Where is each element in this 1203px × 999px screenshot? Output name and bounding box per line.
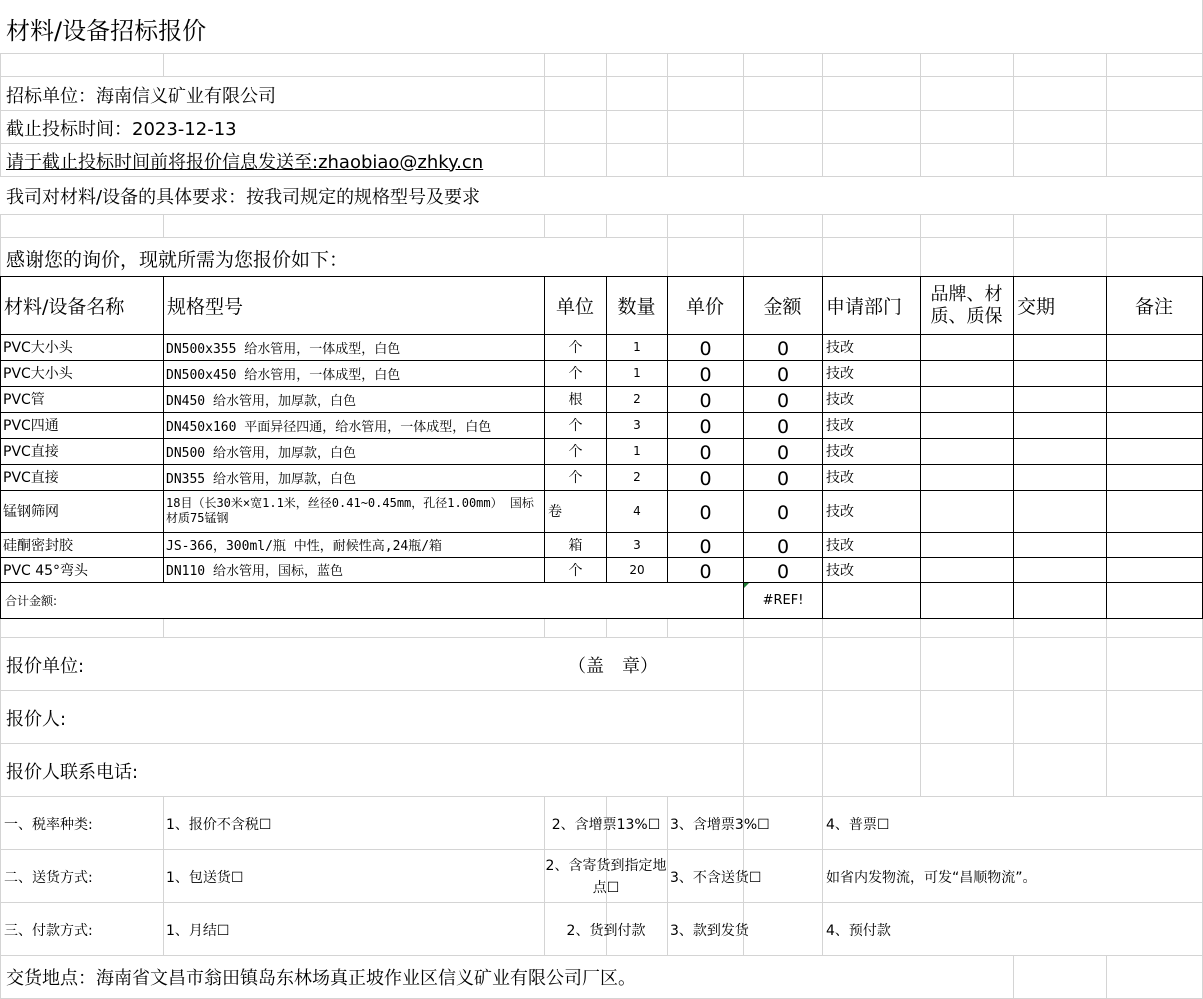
item-dept[interactable]: 技改	[826, 562, 854, 579]
item-spec[interactable]: 18目（长30米×宽1.1米，丝径0.41~0.45mm，孔径1.00mm） 国标材质75锰钢	[166, 496, 534, 525]
item-spec[interactable]: DN500x450 给水管用，一体成型，白色	[166, 367, 401, 383]
item-qty[interactable]: 2	[633, 392, 641, 406]
item-price[interactable]: 0	[699, 390, 712, 412]
column-header[interactable]: 品牌、材质、质保	[930, 283, 1003, 327]
item-unit[interactable]: 个	[568, 418, 583, 434]
formula-warning-marker	[744, 583, 749, 588]
total-label[interactable]: 合计金额:	[5, 594, 58, 608]
column-header[interactable]: 金额	[763, 296, 802, 318]
column-header[interactable]: 申请部门	[826, 296, 903, 318]
item-price[interactable]: 0	[699, 502, 712, 524]
item-qty[interactable]: 1	[633, 444, 641, 458]
total-value[interactable]: #REF!	[762, 593, 804, 608]
item-qty[interactable]: 3	[633, 537, 641, 552]
item-unit[interactable]: 卷	[548, 504, 562, 520]
item-unit[interactable]: 个	[568, 562, 583, 579]
column-header[interactable]: 备注	[1134, 296, 1173, 318]
option-3[interactable]: 3、含增票3%☐	[670, 816, 770, 833]
item-price[interactable]: 0	[699, 442, 712, 464]
option-4[interactable]: 4、预付款	[826, 922, 891, 939]
item-name[interactable]: PVC 45°弯头	[3, 562, 89, 579]
grid-line	[0, 618, 1203, 619]
column-header[interactable]: 规格型号	[167, 296, 244, 318]
item-name[interactable]: PVC管	[3, 392, 45, 408]
tender-unit[interactable]: 招标单位：海南信义矿业有限公司	[6, 85, 276, 107]
item-qty[interactable]: 4	[633, 504, 641, 518]
item-price[interactable]: 0	[699, 338, 712, 360]
option-label[interactable]: 一、税率种类:	[4, 816, 93, 833]
send-to-email[interactable]: 请于截止投标时间前将报价信息发送至:zhaobiao@zhky.cn	[6, 151, 484, 173]
column-header[interactable]: 材料/设备名称	[4, 296, 125, 318]
quote-unit-label[interactable]: 报价单位:	[6, 655, 85, 677]
option-4[interactable]: 如省内发物流，可发“昌顺物流”。	[826, 869, 1037, 886]
item-qty[interactable]: 20	[629, 562, 645, 577]
requirement-text[interactable]: 我司对材料/设备的具体要求：按我司规定的规格型号及要求	[6, 186, 481, 208]
item-spec[interactable]: JS-366，300ml/瓶 中性，耐候性高,24瓶/箱	[166, 539, 443, 554]
option-4[interactable]: 4、普票☐	[826, 816, 890, 833]
item-name[interactable]: PVC直接	[3, 444, 59, 460]
thanks-text[interactable]: 感谢您的询价，现就所需为您报价如下：	[6, 248, 349, 271]
item-amount[interactable]: 0	[776, 364, 790, 386]
quote-person-label[interactable]: 报价人:	[6, 708, 67, 730]
item-dept[interactable]: 技改	[826, 504, 854, 520]
option-label[interactable]: 二、送货方式:	[4, 869, 93, 886]
option-1[interactable]: 1、包送货☐	[166, 869, 244, 886]
item-spec[interactable]: DN450x160 平面异径四通，给水管用，一体成型，白色	[166, 419, 492, 435]
option-2[interactable]: 2、含寄货到指定地点☐	[545, 857, 667, 896]
item-amount[interactable]: 0	[776, 535, 790, 558]
page-title[interactable]: 材料/设备招标报价	[6, 17, 207, 45]
item-price[interactable]: 0	[699, 560, 712, 583]
grid-line	[822, 276, 823, 582]
item-price[interactable]: 0	[699, 468, 712, 490]
item-dept[interactable]: 技改	[826, 340, 854, 356]
item-price[interactable]: 0	[699, 535, 712, 558]
item-price[interactable]: 0	[699, 364, 712, 386]
item-name[interactable]: 锰钢筛网	[3, 504, 59, 520]
grid-line	[920, 582, 921, 618]
stamp-label[interactable]: （盖 章）	[568, 655, 658, 677]
item-dept[interactable]: 技改	[826, 366, 854, 382]
item-dept[interactable]: 技改	[826, 470, 854, 486]
item-dept[interactable]: 技改	[826, 392, 854, 408]
option-2[interactable]: 2、含增票13%☐	[551, 816, 661, 833]
item-unit[interactable]: 根	[568, 392, 583, 408]
item-price[interactable]: 0	[699, 416, 712, 438]
deadline[interactable]: 截止投标时间：2023-12-13	[6, 118, 237, 140]
delivery-place[interactable]: 交货地点：海南省文昌市翁田镇岛东林场真正坡作业区信义矿业有限公司厂区。	[6, 968, 636, 989]
option-3[interactable]: 3、不含送货☐	[670, 869, 762, 886]
option-1[interactable]: 1、报价不含税☐	[166, 816, 272, 833]
grid-line	[822, 582, 823, 618]
item-amount[interactable]: 0	[776, 468, 790, 490]
item-spec[interactable]: DN355 给水管用，加厚款，白色	[166, 471, 356, 487]
item-unit[interactable]: 个	[568, 366, 583, 382]
item-unit[interactable]: 箱	[568, 537, 583, 554]
item-dept[interactable]: 技改	[826, 418, 854, 434]
item-spec[interactable]: DN450 给水管用，加厚款，白色	[166, 393, 356, 409]
grid-line	[1013, 582, 1014, 618]
item-qty[interactable]: 1	[633, 340, 641, 354]
column-header[interactable]: 交期	[1017, 296, 1056, 318]
item-qty[interactable]: 2	[633, 470, 641, 484]
item-amount[interactable]: 0	[776, 390, 790, 412]
item-spec[interactable]: DN500x355 给水管用，一体成型，白色	[166, 341, 401, 357]
item-unit[interactable]: 个	[568, 470, 583, 486]
item-unit[interactable]: 个	[568, 444, 583, 460]
item-dept[interactable]: 技改	[826, 537, 854, 554]
item-spec[interactable]: DN500 给水管用，加厚款，白色	[166, 445, 356, 461]
item-spec[interactable]: DN110 给水管用，国标，蓝色	[166, 564, 343, 579]
option-3[interactable]: 3、款到发货	[670, 922, 749, 939]
item-amount[interactable]: 0	[776, 416, 790, 438]
option-2[interactable]: 2、货到付款	[566, 922, 646, 939]
item-amount[interactable]: 0	[776, 502, 790, 524]
item-name[interactable]: PVC直接	[3, 470, 59, 486]
item-amount[interactable]: 0	[776, 338, 790, 360]
item-qty[interactable]: 3	[633, 418, 641, 432]
item-name[interactable]: PVC四通	[3, 418, 59, 434]
column-header[interactable]: 单价	[685, 296, 724, 318]
item-name[interactable]: PVC大小头	[3, 340, 73, 356]
grid-line	[1013, 276, 1014, 582]
grid-line	[0, 214, 1203, 215]
option-label[interactable]: 三、付款方式:	[4, 922, 93, 939]
grid-line	[1106, 582, 1107, 618]
item-amount[interactable]: 0	[776, 442, 790, 464]
item-qty[interactable]: 1	[633, 366, 641, 380]
item-amount[interactable]: 0	[776, 560, 790, 583]
item-name[interactable]: PVC大小头	[3, 366, 73, 382]
grid-line	[0, 276, 1, 619]
option-1[interactable]: 1、月结☐	[166, 922, 230, 939]
column-header[interactable]: 单位	[555, 296, 594, 318]
column-header[interactable]: 数量	[617, 296, 656, 318]
quote-phone-label[interactable]: 报价人联系电话:	[6, 761, 139, 783]
item-unit[interactable]: 个	[568, 340, 583, 356]
grid-line	[163, 276, 164, 582]
item-dept[interactable]: 技改	[826, 444, 854, 460]
item-name[interactable]: 硅酮密封胶	[3, 537, 73, 554]
